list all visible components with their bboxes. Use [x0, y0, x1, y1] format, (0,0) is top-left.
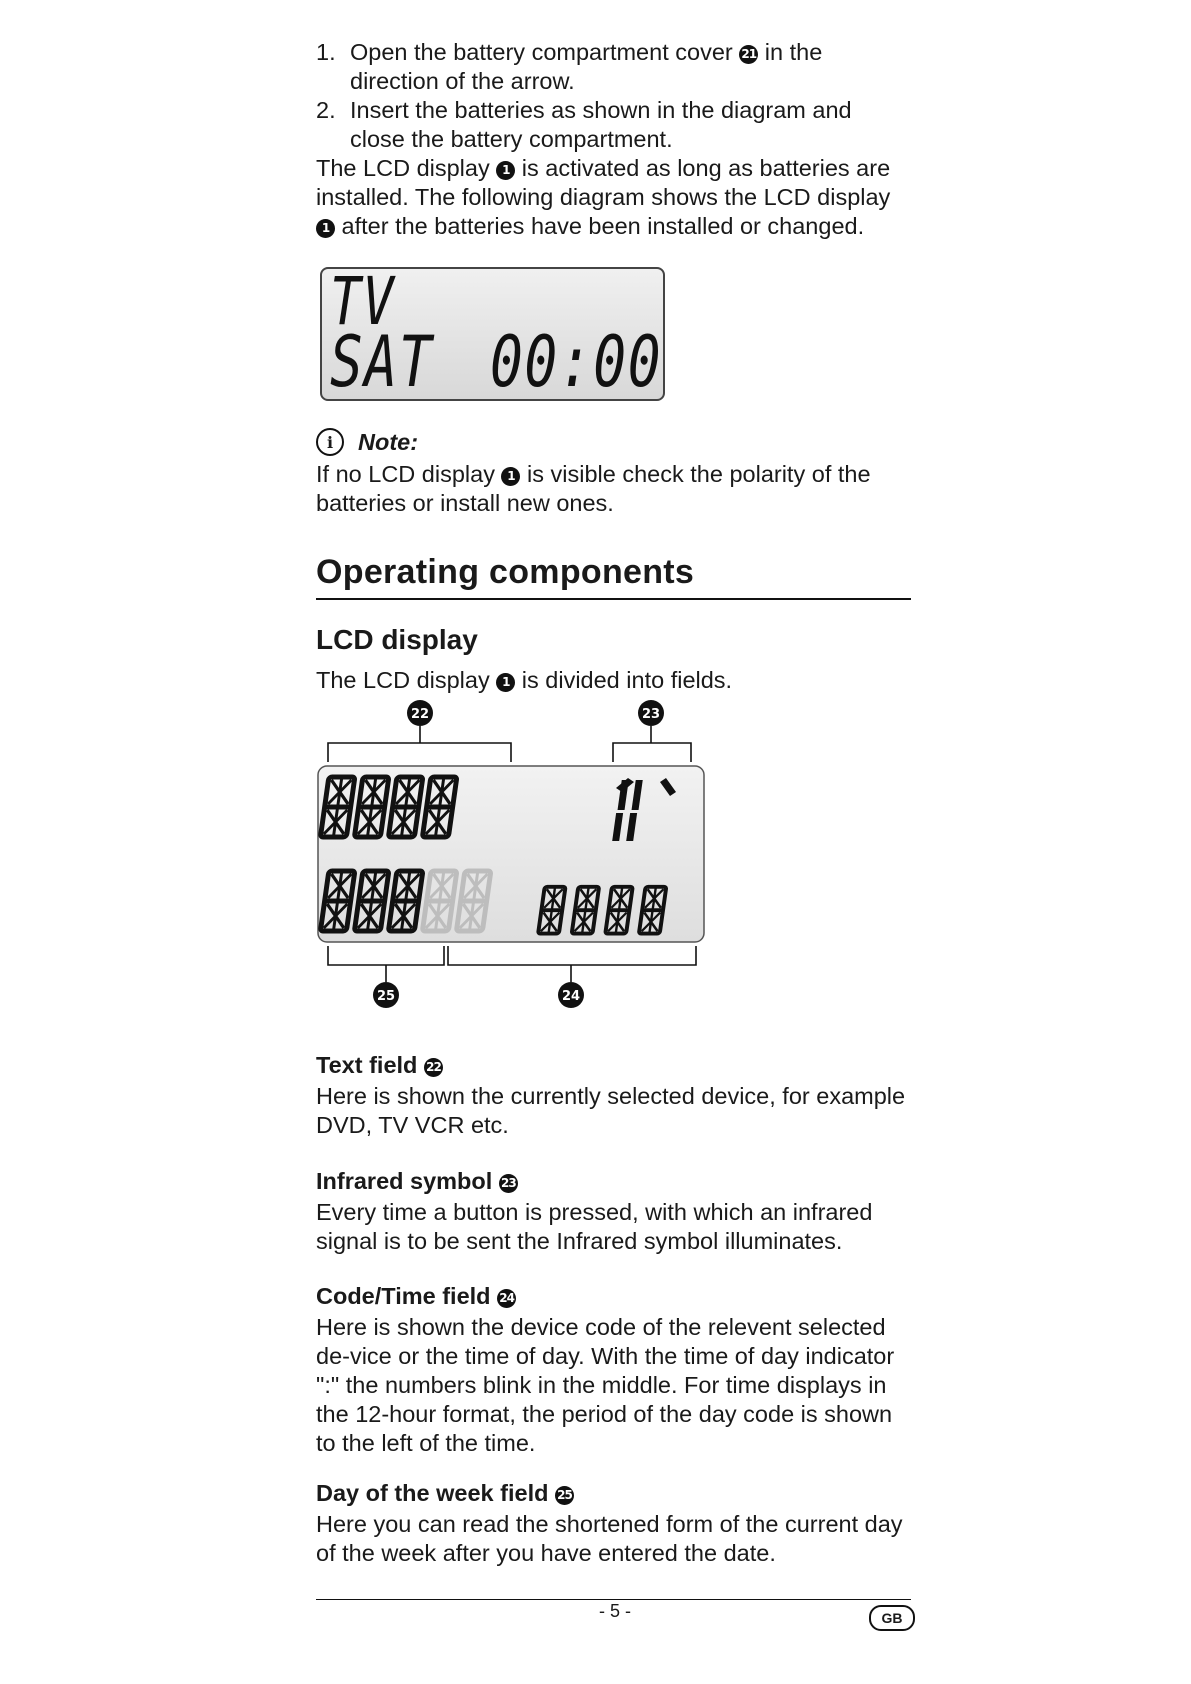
note-paragraph: [316, 460, 911, 518]
intro-text: after the batteries have been installed or changed.: [335, 213, 865, 239]
callout-23-label: 23: [641, 707, 661, 722]
step-text: Insert the batteries as shown in the diagram and close the battery compartment.: [350, 97, 852, 152]
intro-text: is activated as long as batteries are installed. The following diagram shows the LCD display: [316, 155, 891, 210]
callout-badge: 1: [496, 673, 515, 692]
definition-title-day-of-week: Day of the week field 25: [316, 1480, 574, 1507]
intro-paragraph: [316, 154, 911, 241]
callout-badge: 1: [501, 467, 520, 486]
code-time-bracket: [448, 946, 696, 965]
definition-body-text-field: Here is shown the currently selected device, for example DVD, TV VCR etc.: [316, 1083, 906, 1138]
battery-steps: [316, 38, 911, 154]
callout-badge: 25: [555, 1486, 574, 1505]
callout-24-label: 24: [561, 989, 581, 1004]
lcd-intro-text: is divided into fields.: [515, 667, 733, 693]
callout-badge: 24: [497, 1289, 516, 1308]
note-text: is visible check the polarity of the batteries or install new ones.: [316, 461, 871, 516]
lcd-intro-text: The LCD display: [316, 667, 490, 693]
intro-text: The LCD display: [316, 155, 490, 181]
lcd-intro-paragraph: [316, 666, 911, 695]
section-title: Operating components: [316, 553, 911, 600]
callout-badge: 1: [316, 219, 335, 238]
step-text-after: in the direction of the arrow.: [350, 39, 823, 94]
page-number: - 5 -: [598, 1601, 631, 1621]
lcd-example-display: [320, 263, 665, 403]
lcd-example-line2-right: 00:00: [490, 321, 663, 403]
lcd-fields-diagram: [316, 700, 736, 1045]
definition-body-day-of-week: Here you can read the shortened form of the current day of the week after you have entered the date.: [316, 1511, 903, 1566]
step-text: Open the battery compartment cover: [350, 39, 733, 65]
step-number: 2.: [316, 97, 336, 123]
note-text: If no LCD display: [316, 461, 495, 487]
lcd-example-line2-left: SAT: [330, 321, 434, 403]
step-2: [316, 96, 911, 154]
language-badge: GB: [869, 1605, 915, 1631]
callout-badge: 22: [424, 1058, 443, 1077]
definition-body-code-time: Here is shown the device code of the relevent selected de-vice or the time of day. With the time of day indicator ":" the numbers blink in the middle. For time displays in the 12-hour format, the period of the day code is shown to the left of the time.: [316, 1314, 895, 1456]
subsection-title: LCD display: [316, 624, 478, 655]
infrared-bracket: [613, 743, 691, 762]
callout-22-label: 22: [410, 707, 430, 722]
step-number: 1.: [316, 39, 336, 65]
definition-title-infrared: Infrared symbol 23: [316, 1168, 518, 1195]
callout-badge: 23: [499, 1174, 518, 1193]
day-of-week-bracket: [328, 946, 444, 965]
text-field-bracket: [328, 743, 511, 762]
callout-25-label: 25: [376, 989, 396, 1004]
definition-title-text-field: Text field 22: [316, 1052, 443, 1079]
note-heading: [316, 428, 418, 456]
footer-rule: [316, 1599, 911, 1600]
callout-badge: 21: [739, 45, 758, 64]
definition-title-code-time: Code/Time field 24: [316, 1283, 516, 1310]
definition-body-infrared: Every time a button is pressed, with which an infrared signal is to be sent the Infrared symbol illuminates.: [316, 1199, 873, 1254]
info-icon: i: [316, 428, 344, 456]
note-label: Note:: [358, 428, 419, 455]
step-1: [316, 38, 911, 96]
lcd-example-line1: TV: [330, 263, 396, 340]
callout-badge: 1: [496, 161, 515, 180]
